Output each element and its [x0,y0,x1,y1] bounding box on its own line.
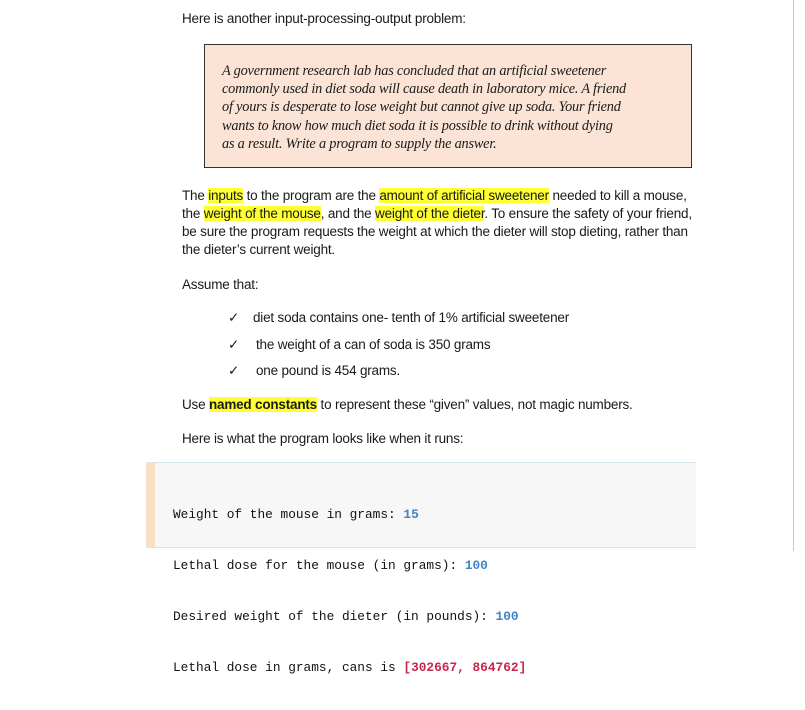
problem-quote-box [204,44,692,168]
text-run: . To ensure the safety of your friend, [484,206,692,221]
sample-run-lines [173,472,526,710]
page-edge-divider [793,0,794,551]
inputs-line-3: be sure the program requests the weight at which the dieter will stop dieting, rather than [182,224,688,239]
inputs-line-4: the dieter’s current weight. [182,242,335,257]
prompt-text: Lethal dose for the mouse (in grams): [173,558,465,573]
prompt-text: Desired weight of the dieter (in pounds): [173,609,496,624]
checklist-item [228,362,400,380]
intro-text: Here is another input-processing-output problem: [182,11,466,26]
text-run: the [182,206,204,221]
text-run: , and the [320,206,376,221]
sample-run-line [173,659,526,676]
text-run: to represent these “given” values, not magic numbers. [317,397,633,412]
quote-line: as a result. Write a program to supply the answer. [222,135,497,152]
sample-run-line [173,557,526,574]
checklist-item [228,336,490,354]
sample-run-line [173,608,526,625]
quote-line: commonly used in diet soda will cause death in laboratory mice. A friend [222,81,627,98]
inputs-paragraph [182,187,692,259]
input-value: 100 [464,558,488,573]
sample-run-line [173,506,526,523]
highlight-inputs: inputs [208,188,244,203]
checklist-item [228,309,569,327]
text-run: to the program are the [243,188,380,203]
prompt-text: Weight of the mouse in grams: [173,507,404,522]
check-mark-icon: ✓ [228,363,240,378]
highlight-dieter-weight: weight of the dieter [375,206,485,221]
named-constants-line [182,396,633,414]
input-value: 100 [495,609,519,624]
quote-line: A government research lab has concluded that an artificial sweetener [222,63,607,79]
text-run: needed to kill a mouse, [548,188,687,203]
input-value: 15 [403,507,419,522]
inputs-line-2 [182,205,692,223]
quote-line: of yours is desperate to lose weight but cannot give up soda. Your friend [222,99,621,116]
assume-heading: Assume that: [182,277,259,292]
checklist-item-label: the weight of a can of soda is 350 grams [256,337,491,352]
inputs-line-1 [182,187,692,205]
checklist-item-label: one pound is 454 grams. [256,363,400,378]
highlight-mouse-weight: weight of the mouse [203,206,321,221]
quote-line: wants to know how much diet soda it is possible to drink without dying [222,117,613,134]
check-mark-icon: ✓ [228,337,240,352]
sample-run-output [146,462,696,675]
prompt-text: Lethal dose in grams, cans is [173,660,404,675]
result-value: [302667, 864762] [403,660,527,675]
check-mark-icon: ✓ [228,310,240,325]
text-run: Use [182,397,209,412]
highlight-sweetener-amount: amount of artificial sweetener [379,188,549,203]
checklist-item-label: diet soda contains one- tenth of 1% artificial sweetener [253,310,569,325]
highlight-named-constants: named constants [208,397,317,412]
program-run-intro: Here is what the program looks like when it runs: [182,431,464,446]
problem-quote-text [222,62,626,153]
text-run: The [182,188,209,203]
